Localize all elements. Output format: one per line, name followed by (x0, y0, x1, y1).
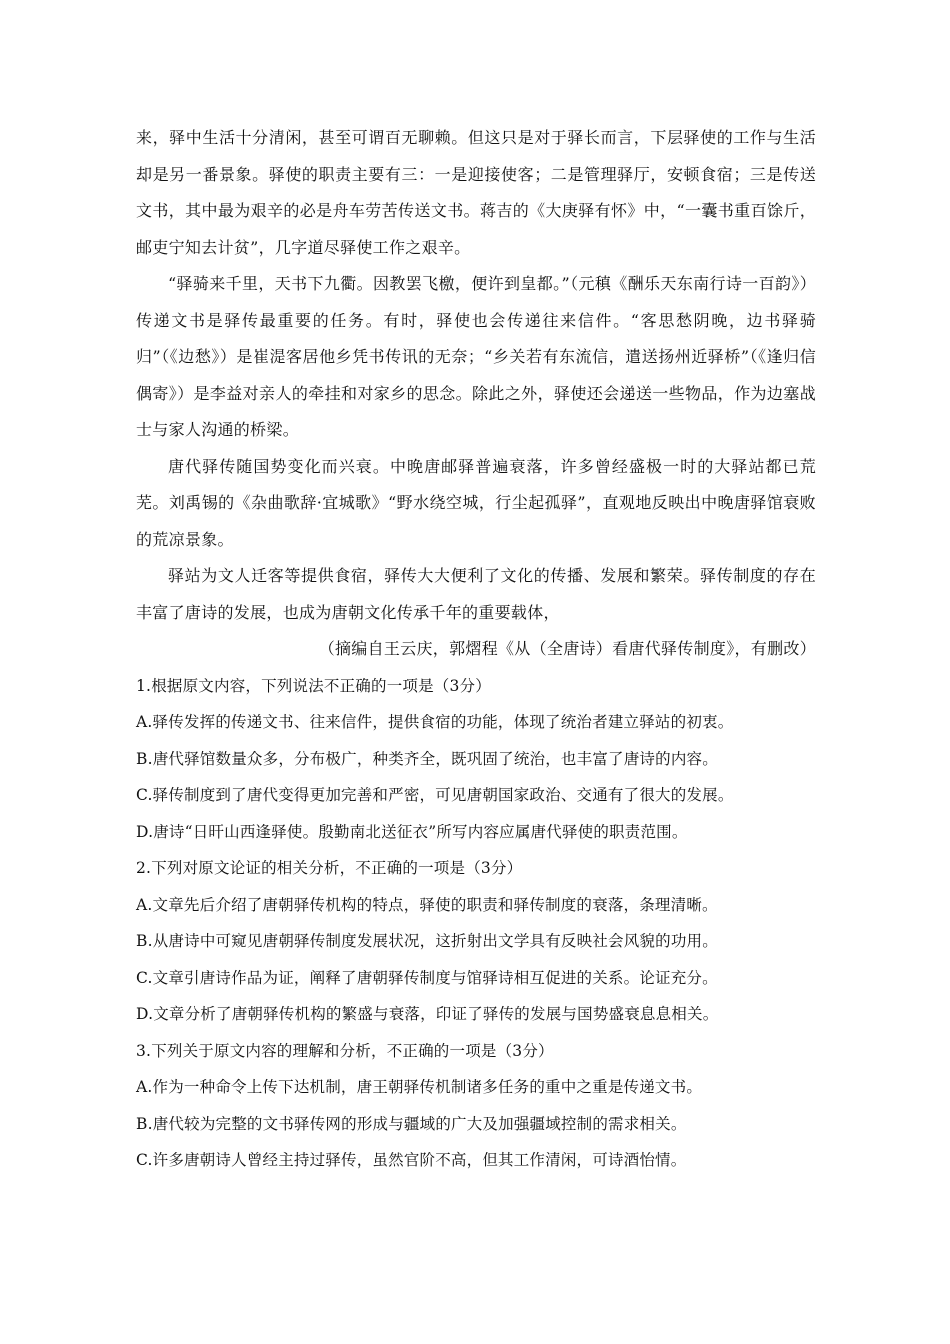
article-paragraph-4: 驿站为文人迁客等提供食宿，驿传大大便利了文化的传播、发展和繁荣。驿传制度的存在丰富了唐诗的发展，也成为唐朝文化传承千年的重要载体， (136, 566, 816, 622)
question-stem: 3.下列关于原文内容的理解和分析，不正确的一项是（3分） (136, 1041, 554, 1060)
question-2 (136, 850, 816, 1033)
article-source-citation: （摘编自王云庆，郭熠程《从（全唐诗）看唐代驿传制度》，有删改） (318, 639, 816, 658)
article-paragraph-1: 来，驿中生活十分清闲，甚至可谓百无聊赖。但这只是对于驿长而言，下层驿使的工作与生活却是另一番景象。驿使的职责主要有三：一是迎接使客；二是管理驿厅，安顿食宿；三是传送文书，其中最为艰辛的必是舟车劳苦传送文书。蒋吉的《大庚驿有怀》中，“一囊书重百馀斤，邮吏宁知去计贫”，几字道尽驿使工作之艰辛。 (136, 128, 816, 257)
question-option-d: D.文章分析了唐朝驿传机构的繁盛与衰落，印证了驿传的发展与国势盛衰息息相关。 (136, 1005, 719, 1023)
question-option-b: B.唐代较为完整的文书驿传网的形成与疆域的广大及加强疆域控制的需求相关。 (136, 1114, 687, 1133)
question-stem: 1.根据原文内容，下列说法不正确的一项是（3分） (136, 676, 491, 695)
document-page (136, 120, 816, 1179)
question-option-a: A.作为一种命令上传下达机制，唐王朝驿传机制诸多任务的重中之重是传递文书。 (136, 1078, 703, 1096)
question-option-d: D.唐诗“日旰山西逢驿使。殷勤南北送征衣”所写内容应属唐代驿使的职责范围。 (136, 822, 688, 841)
question-option-c: C.驿传制度到了唐代变得更加完善和严密，可见唐朝国家政治、交通有了很大的发展。 (136, 786, 734, 804)
question-1 (136, 668, 816, 851)
question-option-c: C.许多唐朝诗人曾经主持过驿传，虽然官阶不高，但其工作清闲，可诗酒怡情。 (136, 1151, 687, 1169)
question-3 (136, 1033, 816, 1179)
article-paragraph-3: 唐代驿传随国势变化而兴衰。中晚唐邮驿普遍衰落，许多曾经盛极一时的大驿站都已荒芜。刘禹锡的《杂曲歌辞·宜城歌》“野水绕空城，行尘起孤驿”，直观地反映出中晚唐驿馆衰败的荒凉景象。 (136, 456, 816, 549)
question-option-b: B.从唐诗中可窥见唐朝驿传制度发展状况，这折射出文学具有反映社会风貌的功用。 (136, 932, 718, 950)
question-option-b: B.唐代驿馆数量众多，分布极广，种类齐全，既巩固了统治，也丰富了唐诗的内容。 (136, 749, 718, 768)
article-body (136, 120, 816, 668)
question-option-c: C.文章引唐诗作品为证，阐释了唐朝驿传制度与馆驿诗相互促进的关系。论证充分。 (136, 968, 718, 987)
question-option-a: A.驿传发挥的传递文书、往来信件，提供食宿的功能，体现了统治者建立驿站的初衷。 (136, 713, 734, 731)
question-stem: 2.下列对原文论证的相关分析，不正确的一项是（3分） (136, 859, 523, 877)
question-option-a: A.文章先后介绍了唐朝驿传机构的特点，驿使的职责和驿传制度的衰落，条理清晰。 (136, 895, 718, 914)
article-paragraph-2: “驿骑来千里，天书下九衢。因教罢飞檄，便许到皇都。”（元稹《酬乐天东南行诗一百韵》）传递文书是驿传最重要的任务。有时，驿使也会传递往来信件。“客思愁阴晚，边书驿骑归”（《边愁》）是崔湜客居他乡凭书传讯的无奈；“乡关若有东流信，遣送扬州近驿桥”（《逢归信偶寄》）是李益对亲人的牵挂和对家乡的思念。除此之外，驿使还会递送一些物品，作为边塞战士与家人沟通的桥梁。 (136, 274, 816, 439)
